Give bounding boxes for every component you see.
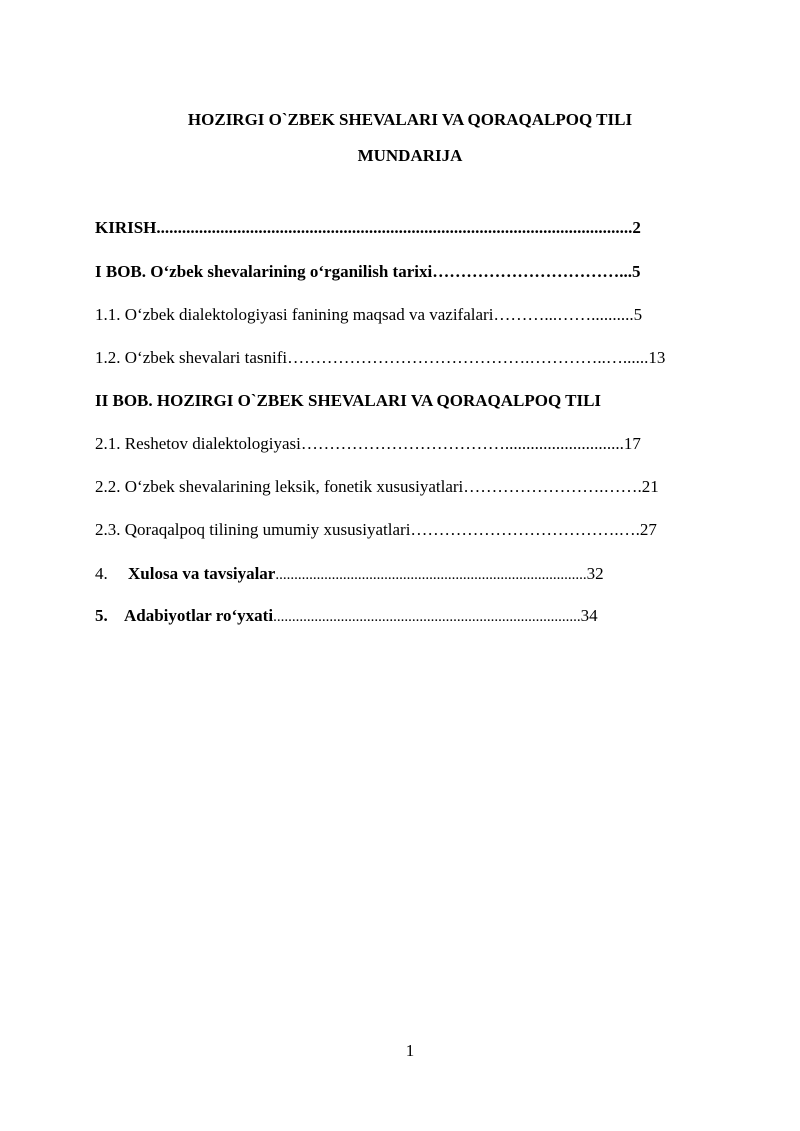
toc-leader: .................................................................................. xyxy=(273,609,581,625)
toc-label: KIRISH xyxy=(95,218,157,237)
toc-leader: …………………………………….…………..…...... xyxy=(287,348,649,367)
toc-label: 2.1. Reshetov dialektologiyasi xyxy=(95,434,301,453)
contents-heading: MUNDARIJA xyxy=(357,146,463,165)
toc-page: 2 xyxy=(632,218,641,237)
toc-entry-section-1-1 xyxy=(95,305,642,325)
toc-label: Xulosa va tavsiyalar xyxy=(128,564,276,583)
toc-page: 32 xyxy=(586,564,604,583)
document-title: HOZIRGI O`ZBEK SHEVALARI VA QORAQALPOQ TILI xyxy=(187,110,633,129)
toc-leader: ……………………………….…. xyxy=(410,520,640,539)
toc-entry-section-2-1 xyxy=(95,434,641,454)
toc-entry-chapter-1 xyxy=(95,262,640,282)
toc-page: 21 xyxy=(641,477,659,496)
toc-page: 13 xyxy=(648,348,666,367)
toc-entry-section-2-3 xyxy=(95,520,657,540)
toc-page: 5 xyxy=(631,262,641,281)
toc-leader: …………………….……. xyxy=(463,477,642,496)
toc-number: 4. xyxy=(95,564,108,583)
toc-leader: ……………………………... xyxy=(432,262,632,281)
toc-leader: ………………………………............................ xyxy=(300,434,624,453)
toc-label: 2.2. O‘zbek shevalarining leksik, fonetik xususiyatlari xyxy=(95,477,464,496)
toc-label: Adabiyotlar ro‘yxati xyxy=(124,606,274,625)
toc-page: 27 xyxy=(639,520,657,539)
toc-leader: ................................................................................... xyxy=(275,567,587,583)
toc-leader: ………...…….......... xyxy=(493,305,634,324)
toc-page: 34 xyxy=(580,606,598,625)
toc-page: 5 xyxy=(633,305,643,324)
toc-label: 1.1. O‘zbek dialektologiyasi fanining maqsad va vazifalari xyxy=(95,305,494,324)
toc-entry-references xyxy=(95,606,598,627)
toc-leader: ................................................................................................................ xyxy=(156,218,633,237)
toc-entry-section-2-2 xyxy=(95,477,659,497)
toc-number: 5. xyxy=(95,606,108,625)
toc-entry-kirish xyxy=(95,218,641,238)
page-number: 1 xyxy=(405,1041,415,1060)
toc-entry-chapter-2 xyxy=(95,391,601,411)
toc-label: II BOB. HOZIRGI O`ZBEK SHEVALARI VA QORAQALPOQ TILI xyxy=(95,391,602,410)
toc-label: 2.3. Qoraqalpoq tilining umumiy xususiyatlari xyxy=(95,520,411,539)
toc-page: 17 xyxy=(623,434,641,453)
toc-label: 1.2. O‘zbek shevalari tasnifi xyxy=(95,348,288,367)
toc-label: I BOB. O‘zbek shevalarining o‘rganilish tarixi xyxy=(95,262,433,281)
toc-entry-section-1-2 xyxy=(95,348,665,368)
toc-entry-conclusion xyxy=(95,564,604,585)
